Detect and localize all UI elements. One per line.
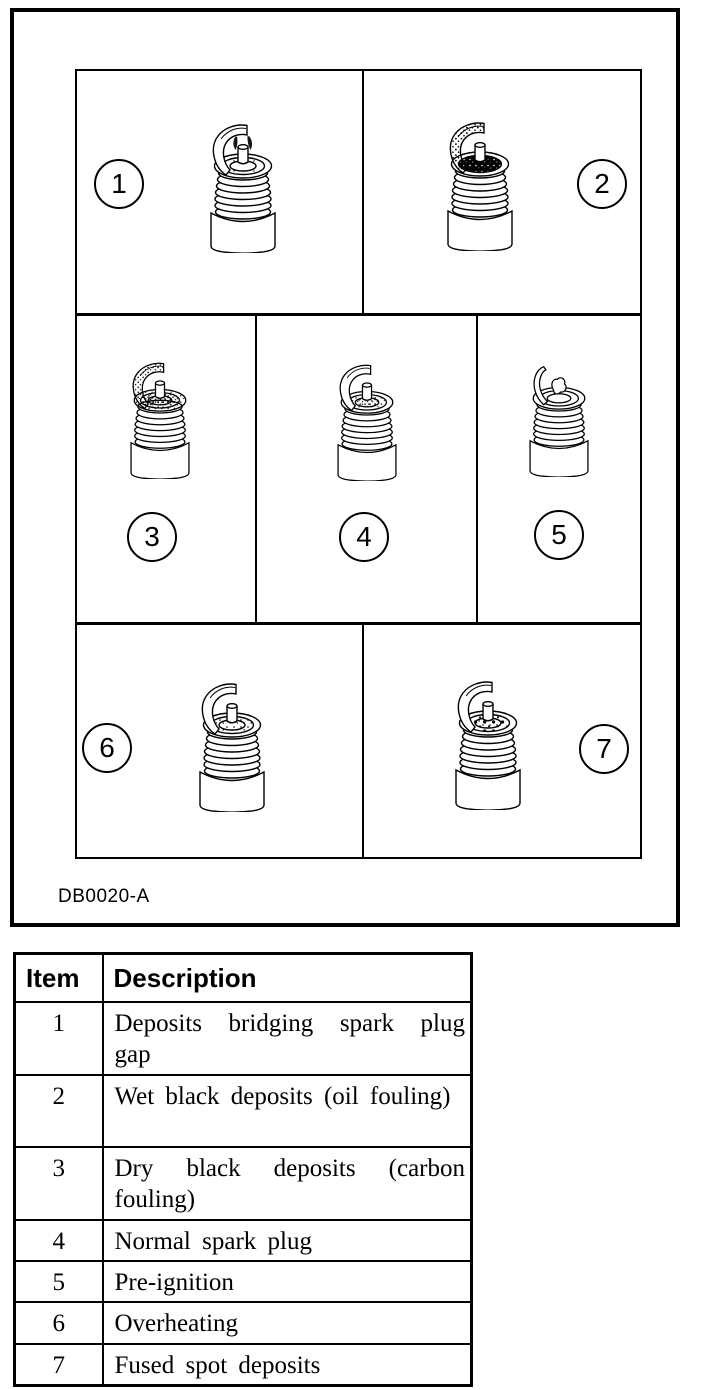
item-callout-4	[339, 512, 389, 562]
callout-number: 1	[111, 168, 127, 199]
item-description: Pre-ignition	[103, 1261, 472, 1302]
figure-cell-3	[77, 316, 255, 622]
item-callout-7	[579, 724, 629, 774]
spark-plug-icon	[122, 356, 198, 479]
spark-plug-figure-frame	[10, 8, 680, 927]
figure-cell-5	[478, 316, 640, 622]
figure-cell-2	[364, 71, 640, 313]
table-row	[15, 1002, 472, 1075]
item-number: 2	[15, 1075, 103, 1146]
item-description: Wet black deposits (oil fouling)	[103, 1075, 472, 1146]
item-callout-3	[127, 512, 177, 562]
spark-plug-illustration-7	[446, 674, 530, 810]
center-electrode	[362, 383, 371, 400]
center-electrode	[227, 704, 237, 723]
callout-number: 2	[594, 168, 610, 199]
plug-insulator-nose	[547, 394, 571, 403]
figure-cell-6	[77, 625, 362, 857]
item-number: 4	[15, 1220, 103, 1261]
spark-plug-figure-grid	[75, 69, 642, 859]
spark-plug-illustration-6	[190, 676, 274, 812]
center-electrode	[483, 702, 493, 721]
item-callout-5	[534, 510, 584, 560]
item-number: 1	[15, 1002, 103, 1075]
callout-number: 7	[596, 733, 612, 764]
item-description: Fused spot deposits	[103, 1344, 472, 1386]
table-row	[15, 1344, 472, 1386]
item-description: Normal spark plug	[103, 1220, 472, 1261]
spark-plug-illustration-2	[438, 115, 522, 251]
item-callout-1	[94, 159, 144, 209]
figure-code-label: DB0020-A	[58, 886, 150, 907]
header-description: Description	[103, 954, 472, 1003]
spark-plug-illustration-3	[122, 356, 198, 479]
item-description: Overheating	[103, 1302, 472, 1343]
table-row	[15, 1302, 472, 1343]
center-electrode	[238, 145, 248, 164]
spark-plug-illustration-1	[201, 117, 285, 253]
center-electrode	[155, 381, 164, 398]
spark-plug-icon	[446, 674, 530, 810]
spark-plug-icon	[190, 676, 274, 812]
spark-plug-illustration-4	[329, 358, 405, 481]
center-electrode	[475, 143, 485, 162]
callout-number: 5	[551, 519, 567, 550]
item-callout-6	[82, 723, 132, 773]
table-row	[15, 1220, 472, 1261]
table-row	[15, 1261, 472, 1302]
legend-table	[13, 952, 473, 1387]
spark-plug-icon	[521, 354, 597, 477]
callout-number: 6	[99, 732, 115, 763]
figure-cell-7	[364, 625, 640, 857]
figure-cell-4	[257, 316, 476, 622]
figure-cell-1	[77, 71, 362, 313]
item-number: 3	[15, 1147, 103, 1220]
melted-electrode	[552, 378, 566, 394]
item-number: 5	[15, 1261, 103, 1302]
table-row	[15, 1075, 472, 1146]
item-callout-2	[577, 159, 627, 209]
spark-plug-illustration-5	[521, 354, 597, 477]
spark-plug-icon	[329, 358, 405, 481]
item-number: 7	[15, 1344, 103, 1386]
callout-number: 4	[356, 521, 372, 552]
legend-header-row	[15, 954, 472, 1003]
item-number: 6	[15, 1302, 103, 1343]
table-row	[15, 1147, 472, 1220]
spark-plug-icon	[438, 115, 522, 251]
item-description: Dry black deposits (carbon fouling)	[103, 1147, 472, 1220]
callout-number: 3	[144, 521, 160, 552]
spark-plug-icon	[201, 117, 285, 253]
header-item: Item	[15, 954, 103, 1003]
item-description: Deposits bridging spark plug gap	[103, 1002, 472, 1075]
